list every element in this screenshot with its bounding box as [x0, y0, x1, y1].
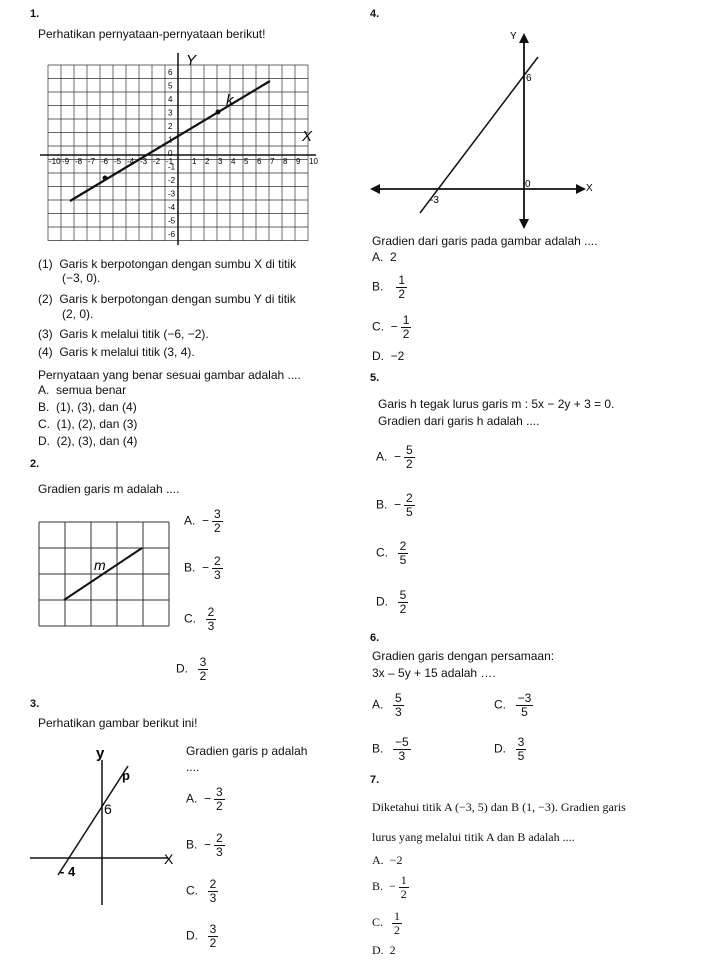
q3-x-label: X [164, 851, 174, 867]
q7-option-c[interactable]: C. $\frac{1}{2}$ [372, 909, 401, 937]
q1-point [216, 110, 221, 115]
q1-y-tick-label: -2 [168, 176, 176, 185]
q3-line-label: p [122, 768, 130, 783]
q4-option-d[interactable]: D. −2 [372, 349, 405, 363]
q7-statement: Diketahui titik A (−3, 5) dan B (1, −3). Gradien garis [372, 800, 626, 814]
q7-option-b[interactable]: B. − $\frac{1}{2}$ [372, 873, 407, 901]
q7-option-a[interactable]: A. −2 [372, 853, 403, 867]
q1-x-tick-label: -5 [114, 157, 122, 166]
q1-statement: (2) Garis k berpotongan dengan sumbu Y di titik [38, 292, 296, 306]
q2-option-c[interactable]: C. $\frac{2}{3}$ [184, 605, 215, 633]
q1-x-tick-label: 8 [283, 157, 288, 166]
q1-option-c[interactable]: C. (1), (2), dan (3) [38, 417, 138, 431]
q1-x-tick-label: 5 [244, 157, 249, 166]
q3-question-cont: .... [186, 760, 200, 774]
q1-x-tick-label: -4 [127, 157, 135, 166]
q2-option-d[interactable]: D. $\frac{3}{2}$ [176, 655, 207, 683]
q1-x-tick-label: -2 [153, 157, 161, 166]
q1-y-tick-label: -1 [168, 162, 176, 172]
q1-x-tick-label: -1 [166, 157, 174, 166]
q4-number: 4. [370, 8, 380, 20]
q5-question: Gradien dari garis h adalah .... [378, 414, 540, 428]
q1-x-tick-label: -9 [62, 157, 70, 166]
q2-question: Gradien garis m adalah .... [38, 482, 180, 496]
q1-option-a[interactable]: A. semua benar [38, 383, 127, 397]
q1-statement-cont: (−3, 0). [62, 271, 101, 285]
q4-x-arrow-left [370, 184, 380, 194]
q1-y-tick-label: -5 [168, 216, 176, 226]
q1-x-tick-label: -7 [88, 157, 96, 166]
q7-question: lurus yang melalui titik A dan B adalah .... [372, 830, 575, 844]
q1-graph [40, 45, 320, 250]
q1-statement: (4) Garis k melalui titik (3, 4). [38, 345, 195, 359]
q1-y-tick-label: -3 [168, 189, 176, 199]
q6-option-a[interactable]: A. $\frac{5}{3}$ [372, 691, 402, 719]
q1-x-tick-label: 4 [231, 157, 236, 166]
q1-question: Pernyataan yang benar sesuai gambar adalah .... [38, 368, 301, 382]
q1-y-label: Y [186, 52, 197, 69]
q2-option-a[interactable]: A. − $\frac{3}{2}$ [184, 507, 221, 535]
q1-x-tick-label: 1 [192, 157, 197, 166]
q3-y-intercept: 6 [104, 801, 112, 817]
q6-number: 6. [370, 632, 380, 644]
q3-number: 3. [30, 698, 40, 710]
q3-option-d[interactable]: D. $\frac{3}{2}$ [186, 922, 217, 950]
q3-y-label: y [96, 745, 105, 762]
q1-y-tick-label: -4 [168, 203, 176, 212]
q1-y-tick-label: 1 [168, 135, 173, 145]
q3-option-c[interactable]: C. $\frac{2}{3}$ [186, 877, 217, 905]
q2-grid-figure [38, 520, 170, 630]
q3-instruction: Perhatikan gambar berikut ini! [38, 716, 198, 730]
q1-y-tick-label: 3 [168, 108, 173, 118]
q6-option-d[interactable]: D. $\frac{3}{5}$ [494, 735, 525, 763]
q1-y-tick-label: 6 [168, 68, 173, 77]
q1-instruction: Perhatikan pernyataan-pernyataan berikut! [38, 27, 266, 41]
q3-x-intercept: - 4 [60, 864, 76, 879]
q5-option-d[interactable]: D. $\frac{5}{2}$ [376, 588, 407, 616]
q1-y-tick-label: -6 [168, 230, 176, 239]
q1-x-label: X [302, 128, 313, 145]
q2-option-b[interactable]: B. − $\frac{2}{3}$ [184, 554, 221, 582]
q1-y-tick-label: 0 [168, 149, 173, 158]
q1-statement: (1) Garis k berpotongan dengan sumbu X di titik [38, 257, 297, 271]
q1-statement: (3) Garis k melalui titik (−6, −2). [38, 327, 209, 341]
q7-option-d[interactable]: D. 2 [372, 943, 396, 957]
q1-y-tick-label: 2 [168, 122, 173, 131]
q4-y-arrow-down [519, 219, 529, 229]
q4-option-c[interactable]: C. − $\frac{1}{2}$ [372, 313, 410, 341]
q4-y-arrow-up [519, 33, 529, 43]
q1-statement-cont: (2, 0). [62, 307, 94, 321]
q5-option-b[interactable]: B. − $\frac{2}{5}$ [376, 491, 413, 519]
q5-option-c[interactable]: C. $\frac{2}{5}$ [376, 539, 407, 567]
q1-x-tick-label: -6 [101, 157, 109, 166]
q1-number: 1. [30, 8, 40, 20]
q1-x-tick-label: 10 [309, 157, 318, 166]
q3-question: Gradien garis p adalah [186, 744, 308, 758]
q1-x-tick-label: -8 [75, 157, 83, 166]
q4-y-label: Y [510, 31, 517, 42]
q1-y-tick-label: 5 [168, 81, 173, 91]
q5-statement: Garis h tegak lurus garis m : 5x − 2y + 3 = 0. [378, 397, 615, 411]
q4-option-b[interactable]: B. $\frac{1}{2}$ [372, 273, 406, 301]
q1-x-tick-label: -10 [49, 157, 61, 166]
q1-point [103, 176, 108, 181]
q1-y-tick-label: 4 [168, 95, 173, 104]
q1-x-tick-label: -3 [140, 157, 148, 166]
q3-option-a[interactable]: A. − $\frac{3}{2}$ [186, 785, 223, 813]
q4-option-a[interactable]: A. 2 [372, 250, 397, 264]
q1-option-d[interactable]: D. (2), (3), dan (4) [38, 434, 138, 448]
q4-question: Gradien dari garis pada gambar adalah .... [372, 234, 598, 248]
q1-x-tick-label: 2 [205, 157, 210, 166]
q4-x-label: X [586, 183, 593, 194]
q1-x-tick-label: 7 [270, 157, 275, 166]
q1-x-tick-label: 9 [296, 157, 301, 166]
q5-option-a[interactable]: A. − $\frac{5}{2}$ [376, 443, 413, 471]
q4-x-intercept: -3 [430, 195, 439, 206]
q6-statement: Gradien garis dengan persamaan: [372, 649, 555, 663]
q4-x-arrow-right [576, 184, 586, 194]
q1-x-tick-label: 6 [257, 157, 262, 166]
q5-number: 5. [370, 372, 380, 384]
q6-option-b[interactable]: B. $\frac{-5}{3}$ [372, 735, 409, 763]
q4-y-intercept: 6 [526, 73, 532, 84]
q6-option-c[interactable]: C. $\frac{-3}{5}$ [494, 691, 532, 719]
q1-x-tick-label: 3 [218, 157, 223, 166]
q1-line-label: k [226, 92, 234, 109]
q1-option-b[interactable]: B. (1), (3), dan (4) [38, 400, 137, 414]
q7-number: 7. [370, 774, 380, 786]
q4-graph [368, 25, 598, 233]
q2-line-label: m [94, 557, 106, 573]
q4-origin: 0 [525, 179, 531, 190]
q6-question: 3x – 5y + 15 adalah …. [372, 666, 496, 680]
q3-option-b[interactable]: B. − $\frac{2}{3}$ [186, 831, 223, 859]
q2-number: 2. [30, 458, 40, 470]
q3-graph [30, 740, 190, 915]
